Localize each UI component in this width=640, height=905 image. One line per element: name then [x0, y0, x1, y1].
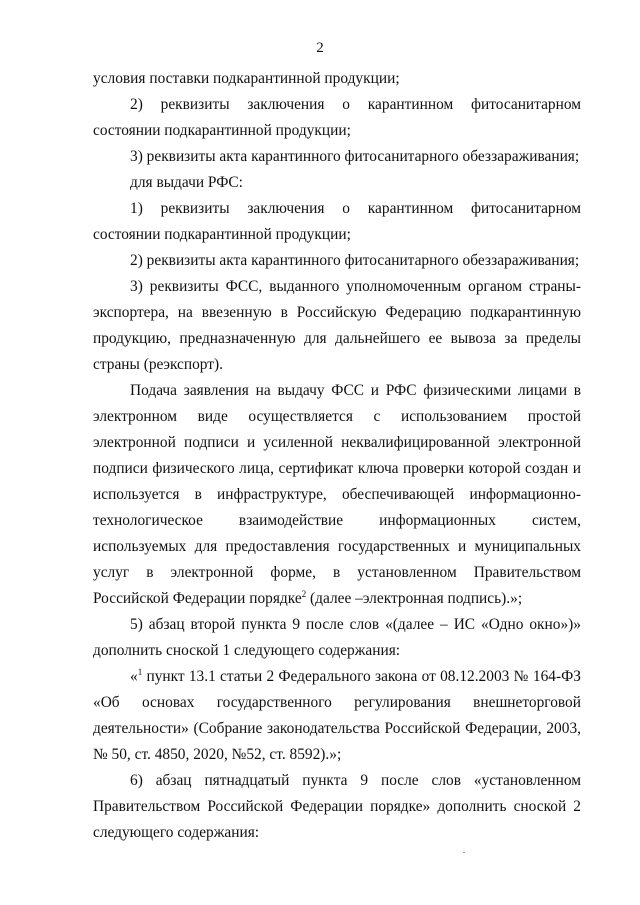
- page-number: 2: [316, 40, 324, 56]
- paragraph: 3) реквизиты акта карантинного фитосанитарного обеззараживания;: [130, 148, 580, 165]
- paragraph: 2) реквизиты акта карантинного фитосанитарного обеззараживания;: [130, 252, 580, 269]
- paragraph: для выдачи РФС:: [130, 174, 243, 191]
- paragraph: 5) абзац второй пункта 9 после слов «(далее – ИС «Одно окно»)» дополнить сноской 1 следующего содержания:: [93, 616, 581, 659]
- paragraph-text: пункт 13.1 статьи 2 Федерального закона от 08.12.2003 № 164-ФЗ «Об основах государственного регулирования внешнеторговой деятельности» (Собрание законодательства Российской Федерации, 2003, № 50, ст. 4850, 2020, №52, ст. 8592).»;: [93, 668, 581, 763]
- paragraph-text: (далее –электронная подпись).»;: [306, 590, 523, 607]
- paragraph: 2) реквизиты заключения о карантинном фитосанитарном состоянии подкарантинной продукции;: [93, 96, 581, 139]
- paragraph: 1) реквизиты заключения о карантинном фитосанитарном состоянии подкарантинной продукции;: [93, 200, 581, 243]
- footnote-ref: 1: [137, 666, 143, 677]
- paragraph: [93, 378, 581, 612]
- footnote-text: [93, 664, 581, 768]
- scan-speck: [463, 852, 465, 853]
- quote-open: «: [130, 668, 138, 685]
- paragraph-text: Подача заявления на выдачу ФСС и РФС физическими лицами в электронном виде осуществляется с использованием простой электронной подписи и усиленной неквалифицированной электронной подписи физического лица, сертификат ключа проверки которой создан и используется в инфраструктуре, обеспечивающей информационно-технологическое взаимодействие информационных систем, используемых для предоставления государственных и муниципальных услуг в электронной форме, в установленном Правительством Российской Федерации порядке: [93, 382, 581, 607]
- document-body: [93, 66, 581, 846]
- footnote-ref: 2: [301, 588, 307, 599]
- paragraph: условия поставки подкарантинной продукции;: [93, 70, 400, 87]
- paragraph: 6) абзац пятнадцатый пункта 9 после слов «установленном Правительством Российской Федерации порядке» дополнить сноской 2 следующего содержания:: [93, 772, 581, 841]
- paragraph: 3) реквизиты ФСС, выданного уполномоченным органом страны-экспортера, на ввезенную в Российскую Федерацию подкарантинную продукцию, предназначенную для дальнейшего ее вывоза за пределы страны (реэкспорт).: [93, 278, 581, 373]
